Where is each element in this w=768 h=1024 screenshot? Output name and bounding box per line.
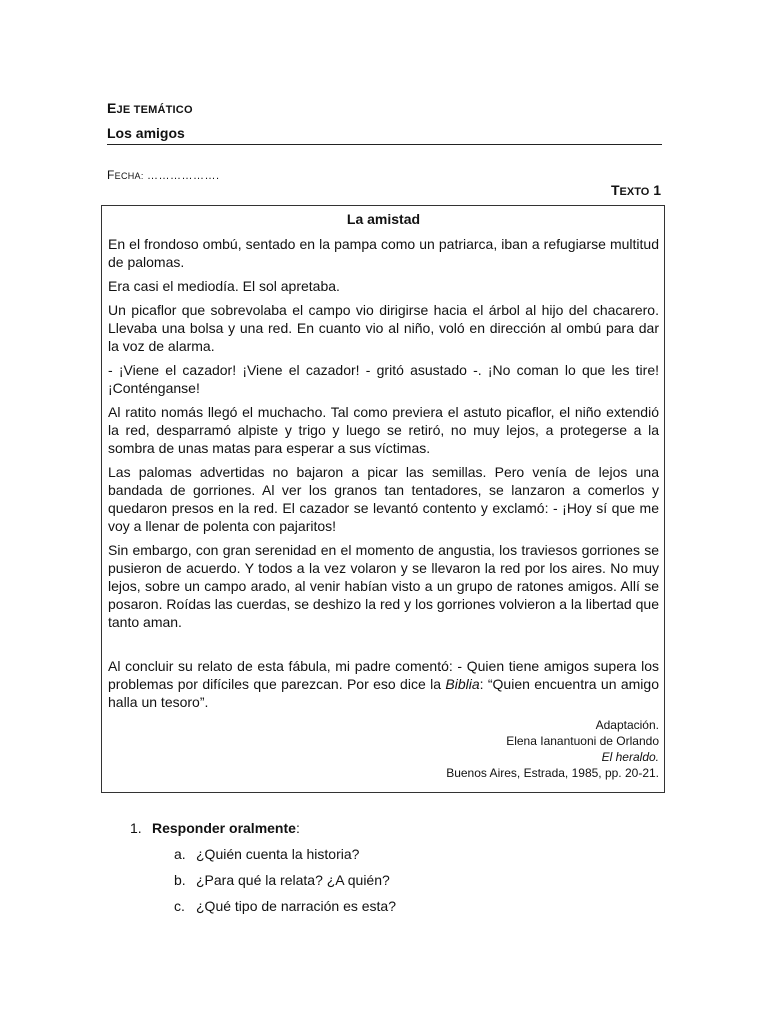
texto-initial: T <box>610 182 620 198</box>
sub-letter: b. <box>174 872 186 888</box>
closing-paragraph <box>108 657 659 711</box>
texto-label <box>611 182 661 198</box>
question-number: 1. <box>130 820 142 836</box>
reading-paragraph: En el frondoso ombú, sentado en la pampa como un patriarca, iban a refugiarse multitud de palomas. <box>108 236 659 270</box>
closing-text: Al concluir su relato de esta fábula, mi padre comentó: - Quien tiene amigos supera los problemas por difíciles que parezcan. Por eso dice la <box>108 658 659 692</box>
sub-question-c <box>174 898 396 914</box>
fecha-label: ECHA: <box>114 171 144 181</box>
fecha-blank: ………………. <box>147 170 220 182</box>
sub-text: ¿Para qué la relata? ¿A quién? <box>196 872 390 888</box>
sub-question-b <box>174 872 390 888</box>
eje-initial: E <box>107 100 117 116</box>
fecha-initial: F <box>107 168 115 182</box>
eje-rest: JE TEMÁTICO <box>116 104 193 116</box>
reading-title: La amistad <box>346 211 421 227</box>
reading-paragraph: Sin embargo, con gran serenidad en el momento de angustia, los traviesos gorriones se pusieron de acuerdo. Y todos a la vez volaron y se llevaron la red por los aires. No muy lejos, sobre un campo arado, al venir habían visto a un grupo de ratones amigos. Allí se posaron. Roídas las cuerdas, se deshizo la red y los gorriones volvieron a la libertad que tanto aman. <box>108 542 659 630</box>
question-colon: : <box>295 820 300 836</box>
sub-question-a <box>174 846 359 862</box>
credit-author: Elena Ianantuoni de Orlando <box>506 734 659 748</box>
sub-letter: a. <box>174 846 186 862</box>
reading-paragraph: Era casi el mediodía. El sol apretaba. <box>108 278 340 294</box>
fecha-line <box>107 168 220 182</box>
texto-number: 1 <box>653 182 661 198</box>
credit-book: El heraldo. <box>601 750 659 764</box>
eje-tematico-heading <box>107 100 193 116</box>
header-divider <box>107 144 662 145</box>
reading-box <box>101 205 665 793</box>
reading-paragraph: - ¡Viene el cazador! ¡Viene el cazador! - gritó asustado -. ¡No coman lo que les tire! ¡Conténganse! <box>108 362 659 396</box>
texto-rest: EXTO <box>619 186 650 198</box>
question-heading: Responder oralmente <box>152 820 296 836</box>
closing-quote: : “Quien encuentra un amigo halla un tesoro”. <box>108 676 659 710</box>
reading-paragraph: Al ratito nomás llegó el muchacho. Tal como previera el astuto picaflor, el niño extendió la red, desparramó alpiste y trigo y luego se retiró, no muy lejos, a protegerse a la sombra de unas matas para esperar a sus víctimas. <box>108 404 659 456</box>
question-1 <box>130 820 300 836</box>
sub-text: ¿Qué tipo de narración es esta? <box>196 898 397 914</box>
tema-title: Los amigos <box>107 125 185 141</box>
credit-publisher: Buenos Aires, Estrada, 1985, pp. 20-21. <box>446 766 659 780</box>
sub-letter: c. <box>174 898 185 914</box>
closing-italic: Biblia <box>445 676 480 692</box>
credit-adaptation: Adaptación. <box>595 718 659 732</box>
source-credits <box>108 717 659 781</box>
reading-paragraph: Las palomas advertidas no bajaron a picar las semillas. Pero venía de lejos una bandada de gorriones. Al ver los granos tan tentadores, se lanzaron a comerlos y quedaron presos en la red. El cazador se levantó contento y exclamó: - ¡Hoy sí que me voy a llenar de polenta con pajaritos! <box>108 464 659 534</box>
sub-text: ¿Quién cuenta la historia? <box>196 846 360 862</box>
reading-paragraph: Un picaflor que sobrevolaba el campo vio dirigirse hacia el árbol al hijo del chacarero. Llevaba una bolsa y una red. En cuanto vio al niño, voló en dirección al ombú para dar la voz de alarma. <box>108 302 659 354</box>
